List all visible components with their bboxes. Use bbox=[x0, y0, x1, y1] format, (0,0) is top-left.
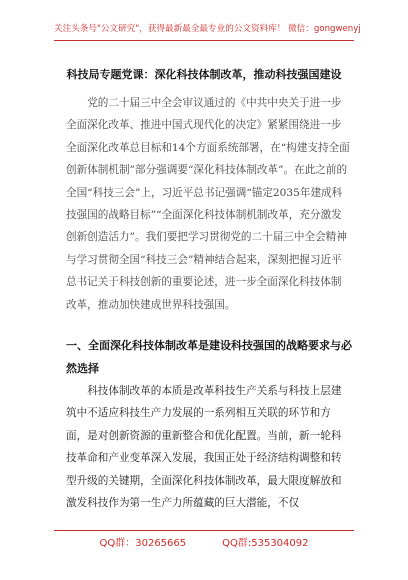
paragraph-1-text: 党的二十届三中全会审议通过的《中共中央关于进一步全面深化改革、推进中国式现代化的决定》紧紧围绕进一步全面深化改革总目标和14个方面系统部署，在“构建支持全面创新体制机制”部分强调要“深化科技体制改革”。在此之前的全国“科技三会”上，习近平总书记强调“锚定2035年建成科技强国的战略目标”“全面深化科技体制机制改革，充分激发创新创造活力”。我们要把学习贯彻党的二十届三中全会精神与学习贯彻全国“科技三会”精神结合起来，深刻把握习近平总书记关于科技创新的重要论述，进一步全面深化科技体制改革，推动加快建成世界科技强国。 bbox=[66, 97, 350, 311]
footer bbox=[54, 534, 354, 549]
body-paragraph-1 bbox=[66, 92, 352, 316]
section-heading-1: 一、全面深化科技体制改革是建设科技强国的战略要求与必然选择 bbox=[66, 339, 352, 375]
header-divider bbox=[54, 40, 354, 41]
qq-group-link-1[interactable]: QQ群：30265665 bbox=[99, 538, 187, 549]
document-title: 科技局专题党课：深化科技体制改革，推动科技强国建设 bbox=[66, 68, 342, 81]
qq-group-link-2[interactable]: QQ群:535304092 bbox=[222, 538, 309, 549]
footer-divider bbox=[54, 530, 354, 531]
body-paragraph-2 bbox=[66, 380, 352, 514]
paragraph-2-text: 科技体制改革的本质是改革科技生产关系与科技上层建筑中不适应科技生产力发展的一系列相互关联的环节和方面，是对创新资源的重新整合和优化配置。当前，新一轮科技革命和产业变革深入发展，我国正处于经济结构调整和转型升级的关键期，全面深化科技体制改革，最大限度解放和激发科技作为第一生产力所蕴藏的巨大潜能，不仅 bbox=[66, 385, 342, 510]
header-notice: 关注头条号"公文研究"，获得最新最全最专业的公文资料库！ 微信：gongwenyj bbox=[54, 24, 361, 34]
